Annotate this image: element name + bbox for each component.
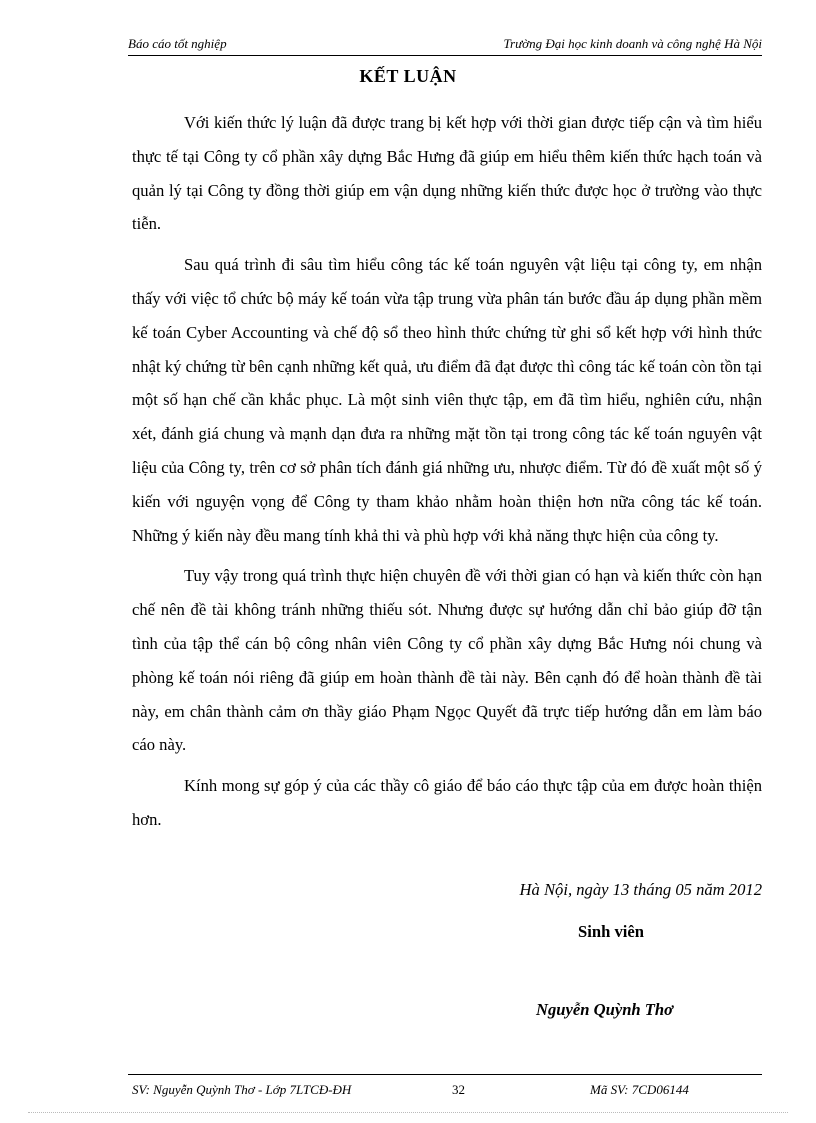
paragraph: Với kiến thức lý luận đã được trang bị kết hợp với thời gian được tiếp cận và tìm hiểu thực tế tại Công ty cổ phần xây dựng Bắc Hưng đã giúp em hiểu thêm kiến thức hạch toán và quản lý tại Công ty đồng thời giúp em vận dụng những kiến thức được học ở trường vào thực tiễn. [132,113,762,234]
page-number: 32 [452,1082,465,1097]
paragraph: Sau quá trình đi sâu tìm hiểu công tác kế toán nguyên vật liệu tại công ty, em nhận thấy với việc tổ chức bộ máy kế toán vừa tập trung vừa phân tán bước đầu áp dụng phần mềm kế toán Cyber Accounting và chế độ sổ theo hình thức chứng từ ghi sổ kết hợp với hình thức nhật ký chứng từ bên cạnh những kết quả, ưu điểm đã đạt được thì công tác kế toán còn tồn tại một số hạn chế cần khắc phục. Là một sinh viên thực tập, em đã tìm hiểu, nghiên cứu, nhận xét, đánh giá chung và mạnh dạn đưa ra những mặt tồn tại trong công tác kế toán nguyên vật liệu của Công ty, trên cơ sở phân tích đánh giá những ưu, nhược điểm. Từ đó đề xuất một số ý kiến với nguyện vọng để Công ty tham khảo nhằm hoàn thiện hơn nữa công tác kế toán. Những ý kiến này đều mang tính khả thi và phù hợp với khả năng thực hiện của công ty. [132,255,762,545]
signature-role: Sinh viên [578,922,644,941]
footer-divider [128,1074,762,1075]
page-title: KẾT LUẬN [359,66,457,86]
paragraph: Kính mong sự góp ý của các thầy cô giáo để báo cáo thực tập của em được hoàn thiện hơn. [132,776,762,829]
document-body [132,106,762,844]
page-bottom-edge [28,1112,788,1113]
footer-student: SV: Nguyễn Quỳnh Thơ - Lớp 7LTCĐ-ĐH [132,1082,352,1097]
footer-student-id: Mã SV: 7CD06144 [590,1082,689,1097]
signature-date: Hà Nội, ngày 13 tháng 05 năm 2012 [519,880,762,899]
page-header [128,36,762,56]
header-right: Trường Đại học kinh doanh và công nghệ Hà Nội [503,36,762,51]
header-left: Báo cáo tốt nghiệp [128,36,227,51]
signature-name: Nguyễn Quỳnh Thơ [536,1000,674,1019]
page-footer [132,1082,762,1098]
paragraph: Tuy vậy trong quá trình thực hiện chuyên đề với thời gian có hạn và kiến thức còn hạn chế nên đề tài không tránh những thiếu sót. Nhưng được sự hướng dẫn chỉ bảo giúp đỡ tận tình của tập thể cán bộ công nhân viên Công ty cổ phần xây dựng Bắc Hưng nói chung và phòng kế toán nói riêng đã giúp em hoàn thành đề tài này. Bên cạnh đó để hoàn thành đề tài này, em chân thành cảm ơn thầy giáo Phạm Ngọc Quyết đã trực tiếp hướng dẫn em làm báo cáo này. [132,566,762,755]
